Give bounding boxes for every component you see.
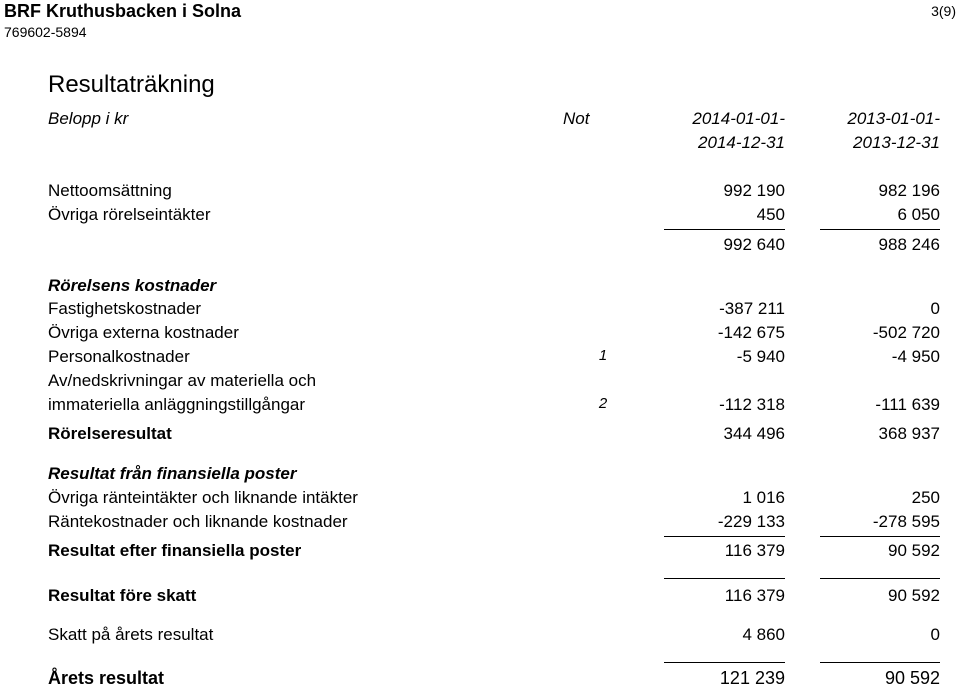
current-value: 1 016: [742, 488, 785, 507]
row-label: Övriga ränteintäkter och liknande intäkter: [48, 488, 358, 507]
table-row: [48, 181, 960, 205]
previous-value: 368 937: [878, 424, 940, 443]
note-column-header: Not: [563, 109, 590, 128]
previous-value: 90 592: [888, 541, 940, 560]
table-row: [48, 488, 960, 512]
previous-value: 0: [930, 299, 940, 318]
organization-name: BRF Kruthusbacken i Solna: [4, 1, 242, 21]
previous-value: -111 639: [875, 395, 940, 414]
previous-value: -278 595: [872, 512, 940, 531]
current-period-header: 2014-01-01- 2014-12-31: [692, 109, 785, 152]
table-row: [48, 323, 960, 347]
previous-value: 988 246: [878, 235, 940, 254]
row-label: Rörelseresultat: [48, 424, 172, 443]
sum-divider: [820, 536, 940, 537]
row-label: Fastighetskostnader: [48, 299, 202, 318]
row-label: Övriga rörelseintäkter: [48, 205, 211, 224]
previous-value: 90 592: [884, 668, 940, 688]
sum-divider: [664, 662, 785, 663]
organization-number: 769602-5894: [4, 24, 87, 40]
current-value: 992 640: [723, 235, 785, 254]
table-row: [48, 205, 960, 229]
current-value: -387 211: [719, 299, 785, 318]
current-value: 116 379: [724, 586, 785, 605]
current-value: 450: [756, 205, 785, 224]
row-label: Övriga externa kostnader: [48, 323, 239, 342]
previous-value: -502 720: [872, 323, 940, 342]
total-row: [48, 586, 960, 610]
sum-divider: [664, 578, 785, 579]
total-row: [48, 541, 960, 565]
current-value: 992 190: [723, 181, 785, 200]
page-title: Resultaträkning: [48, 71, 215, 98]
row-label-continued: immateriella anläggningstillgångar: [48, 395, 306, 414]
note-reference: 1: [598, 347, 608, 364]
previous-value: 90 592: [888, 586, 940, 605]
row-label: Årets resultat: [48, 668, 165, 688]
section-label: Resultat från finansiella poster: [48, 464, 297, 483]
sum-divider: [820, 662, 940, 663]
row-label: Räntekostnader och liknande kostnader: [48, 512, 348, 531]
current-value: -229 133: [717, 512, 785, 531]
row-label: Skatt på årets resultat: [48, 625, 214, 644]
previous-value: 0: [930, 625, 940, 644]
previous-value: 6 050: [897, 205, 940, 224]
row-label: Personalkostnader: [48, 347, 190, 366]
note-reference: 2: [598, 395, 608, 412]
page-number: 3(9): [931, 3, 956, 19]
previous-value: 250: [911, 488, 940, 507]
current-value: 4 860: [742, 625, 785, 644]
table-row: [48, 371, 960, 395]
current-value: 344 496: [723, 424, 785, 443]
row-label: Nettoomsättning: [48, 181, 172, 200]
current-value: 121 239: [719, 668, 785, 688]
section-label: Rörelsens kostnader: [48, 276, 217, 295]
table-row: [48, 299, 960, 323]
current-value: -142 675: [717, 323, 785, 342]
table-row: [48, 625, 960, 649]
sum-divider: [820, 229, 940, 230]
row-label: Resultat efter finansiella poster: [48, 541, 302, 560]
net-result-row: [48, 668, 960, 692]
amount-unit-header: Belopp i kr: [48, 109, 129, 128]
current-value: 116 379: [724, 541, 785, 560]
section-heading: [48, 276, 960, 300]
current-value: -112 318: [719, 395, 785, 414]
row-label: Av/nedskrivningar av materiella och: [48, 371, 317, 390]
subtotal-row: [48, 235, 960, 259]
sum-divider: [664, 536, 785, 537]
sum-divider: [820, 578, 940, 579]
section-heading: [48, 464, 960, 488]
current-value: -5 940: [736, 347, 785, 366]
row-label: Resultat före skatt: [48, 586, 197, 605]
total-row: [48, 424, 960, 448]
previous-value: 982 196: [878, 181, 940, 200]
previous-period-header: 2013-01-01- 2013-12-31: [847, 109, 940, 152]
table-row: [48, 347, 960, 371]
table-row: [48, 395, 960, 419]
previous-value: -4 950: [891, 347, 940, 366]
sum-divider: [664, 229, 785, 230]
table-row: [48, 512, 960, 536]
